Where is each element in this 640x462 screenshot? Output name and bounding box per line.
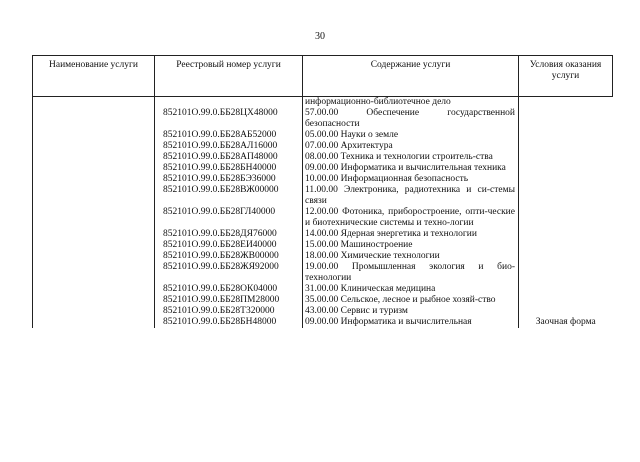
content-cell: 08.00.00 Техника и технологии строитель-ства [303, 152, 519, 163]
table-row [33, 185, 613, 207]
condition-cell [519, 108, 613, 130]
registry-number-cell: 852101О.99.0.ББ28Т320000 [155, 306, 303, 317]
table-header-row [33, 56, 613, 97]
content-cell: 31.00.00 Клиническая медицина [303, 284, 519, 295]
condition-cell [519, 295, 613, 306]
registry-number-cell: 852101О.99.0.ББ28ЦХ48000 [155, 108, 303, 130]
table-row [33, 306, 613, 317]
registry-number-cell: 852101О.99.0.ББ28ЕИ40000 [155, 240, 303, 251]
table-row [33, 174, 613, 185]
registry-number-cell: 852101О.99.0.ББ28АБ52000 [155, 130, 303, 141]
table-row [33, 251, 613, 262]
service-name-cell [33, 108, 155, 130]
condition-cell [519, 141, 613, 152]
service-name-cell [33, 185, 155, 207]
registry-number-cell: 852101О.99.0.ББ28БН48000 [155, 317, 303, 328]
registry-number-cell: 852101О.99.0.ББ28АП48000 [155, 152, 303, 163]
condition-cell [519, 229, 613, 240]
condition-cell [519, 240, 613, 251]
header-service-name: Наименование услуги [33, 56, 155, 97]
service-name-cell [33, 317, 155, 328]
table-row [33, 295, 613, 306]
service-name-cell [33, 251, 155, 262]
registry-number-cell: 852101О.99.0.ББ28БЭ36000 [155, 174, 303, 185]
content-cell: 09.00.00 Информатика и вычислительная техника [303, 163, 519, 174]
registry-number-cell: 852101О.99.0.ББ28ПМ28000 [155, 295, 303, 306]
service-name-cell [33, 130, 155, 141]
service-name-cell [33, 240, 155, 251]
service-name-cell [33, 174, 155, 185]
table-row [33, 262, 613, 284]
service-name-cell [33, 152, 155, 163]
table-row [33, 108, 613, 130]
condition-cell [519, 284, 613, 295]
content-cell: 09.00.00 Информатика и вычислительная [303, 317, 519, 328]
service-name-cell [33, 295, 155, 306]
service-name-cell [33, 207, 155, 229]
service-name-cell [33, 141, 155, 152]
condition-cell [519, 130, 613, 141]
table-row [33, 97, 613, 109]
condition-cell [519, 174, 613, 185]
table-row [33, 152, 613, 163]
table-row [33, 240, 613, 251]
registry-number-cell: 852101О.99.0.ББ28ЖВ00000 [155, 251, 303, 262]
page-number: 30 [315, 31, 325, 42]
condition-cell [519, 163, 613, 174]
content-cell: 05.00.00 Науки о земле [303, 130, 519, 141]
condition-cell: Заочная форма [519, 317, 613, 328]
services-table [32, 55, 613, 328]
registry-number-cell: 852101О.99.0.ББ28ВЖ00000 [155, 185, 303, 207]
table-row [33, 207, 613, 229]
service-name-cell [33, 284, 155, 295]
content-cell: 12.00.00 Фотоника, приборостроение, опти-ческие и биотехнические системы и техно-логии [303, 207, 519, 229]
condition-cell [519, 306, 613, 317]
table-row [33, 229, 613, 240]
registry-number-cell: 852101О.99.0.ББ28АЛ16000 [155, 141, 303, 152]
service-name-cell [33, 229, 155, 240]
header-content: Содержание услуги [303, 56, 519, 97]
condition-cell [519, 251, 613, 262]
content-cell: 11.00.00 Электроника, радиотехника и си-стемы связи [303, 185, 519, 207]
condition-cell [519, 207, 613, 229]
table-row [33, 317, 613, 328]
table-row [33, 130, 613, 141]
registry-number-cell: 852101О.99.0.ББ28ОК04000 [155, 284, 303, 295]
continuation-text: информационно-библиотечное дело [303, 97, 519, 109]
table-row [33, 163, 613, 174]
content-cell: 15.00.00 Машиностроение [303, 240, 519, 251]
registry-number-cell: 852101О.99.0.ББ28ЖЯ92000 [155, 262, 303, 284]
registry-number-cell: 852101О.99.0.ББ28ДЯ76000 [155, 229, 303, 240]
condition-cell [519, 152, 613, 163]
registry-number-cell: 852101О.99.0.ББ28ГЛ40000 [155, 207, 303, 229]
condition-cell [519, 262, 613, 284]
content-cell: 43.00.00 Сервис и туризм [303, 306, 519, 317]
header-registry-number: Реестровый номер услуги [155, 56, 303, 97]
content-cell: 57.00.00 Обеспечение государственной безопасности [303, 108, 519, 130]
table-row [33, 284, 613, 295]
service-name-cell [33, 163, 155, 174]
content-cell: 10.00.00 Информационная безопасность [303, 174, 519, 185]
content-cell: 07.00.00 Архитектура [303, 141, 519, 152]
content-cell: 35.00.00 Сельское, лесное и рыбное хозяй-ство [303, 295, 519, 306]
content-cell: 19.00.00 Промышленная экология и био-технологии [303, 262, 519, 284]
header-conditions: Условия оказания услуги [519, 56, 613, 97]
service-name-cell [33, 262, 155, 284]
registry-number-cell: 852101О.99.0.ББ28БН40000 [155, 163, 303, 174]
service-name-cell [33, 306, 155, 317]
content-cell: 14.00.00 Ядерная энергетика и технологии [303, 229, 519, 240]
table-row [33, 141, 613, 152]
content-cell: 18.00.00 Химические технологии [303, 251, 519, 262]
condition-cell [519, 185, 613, 207]
